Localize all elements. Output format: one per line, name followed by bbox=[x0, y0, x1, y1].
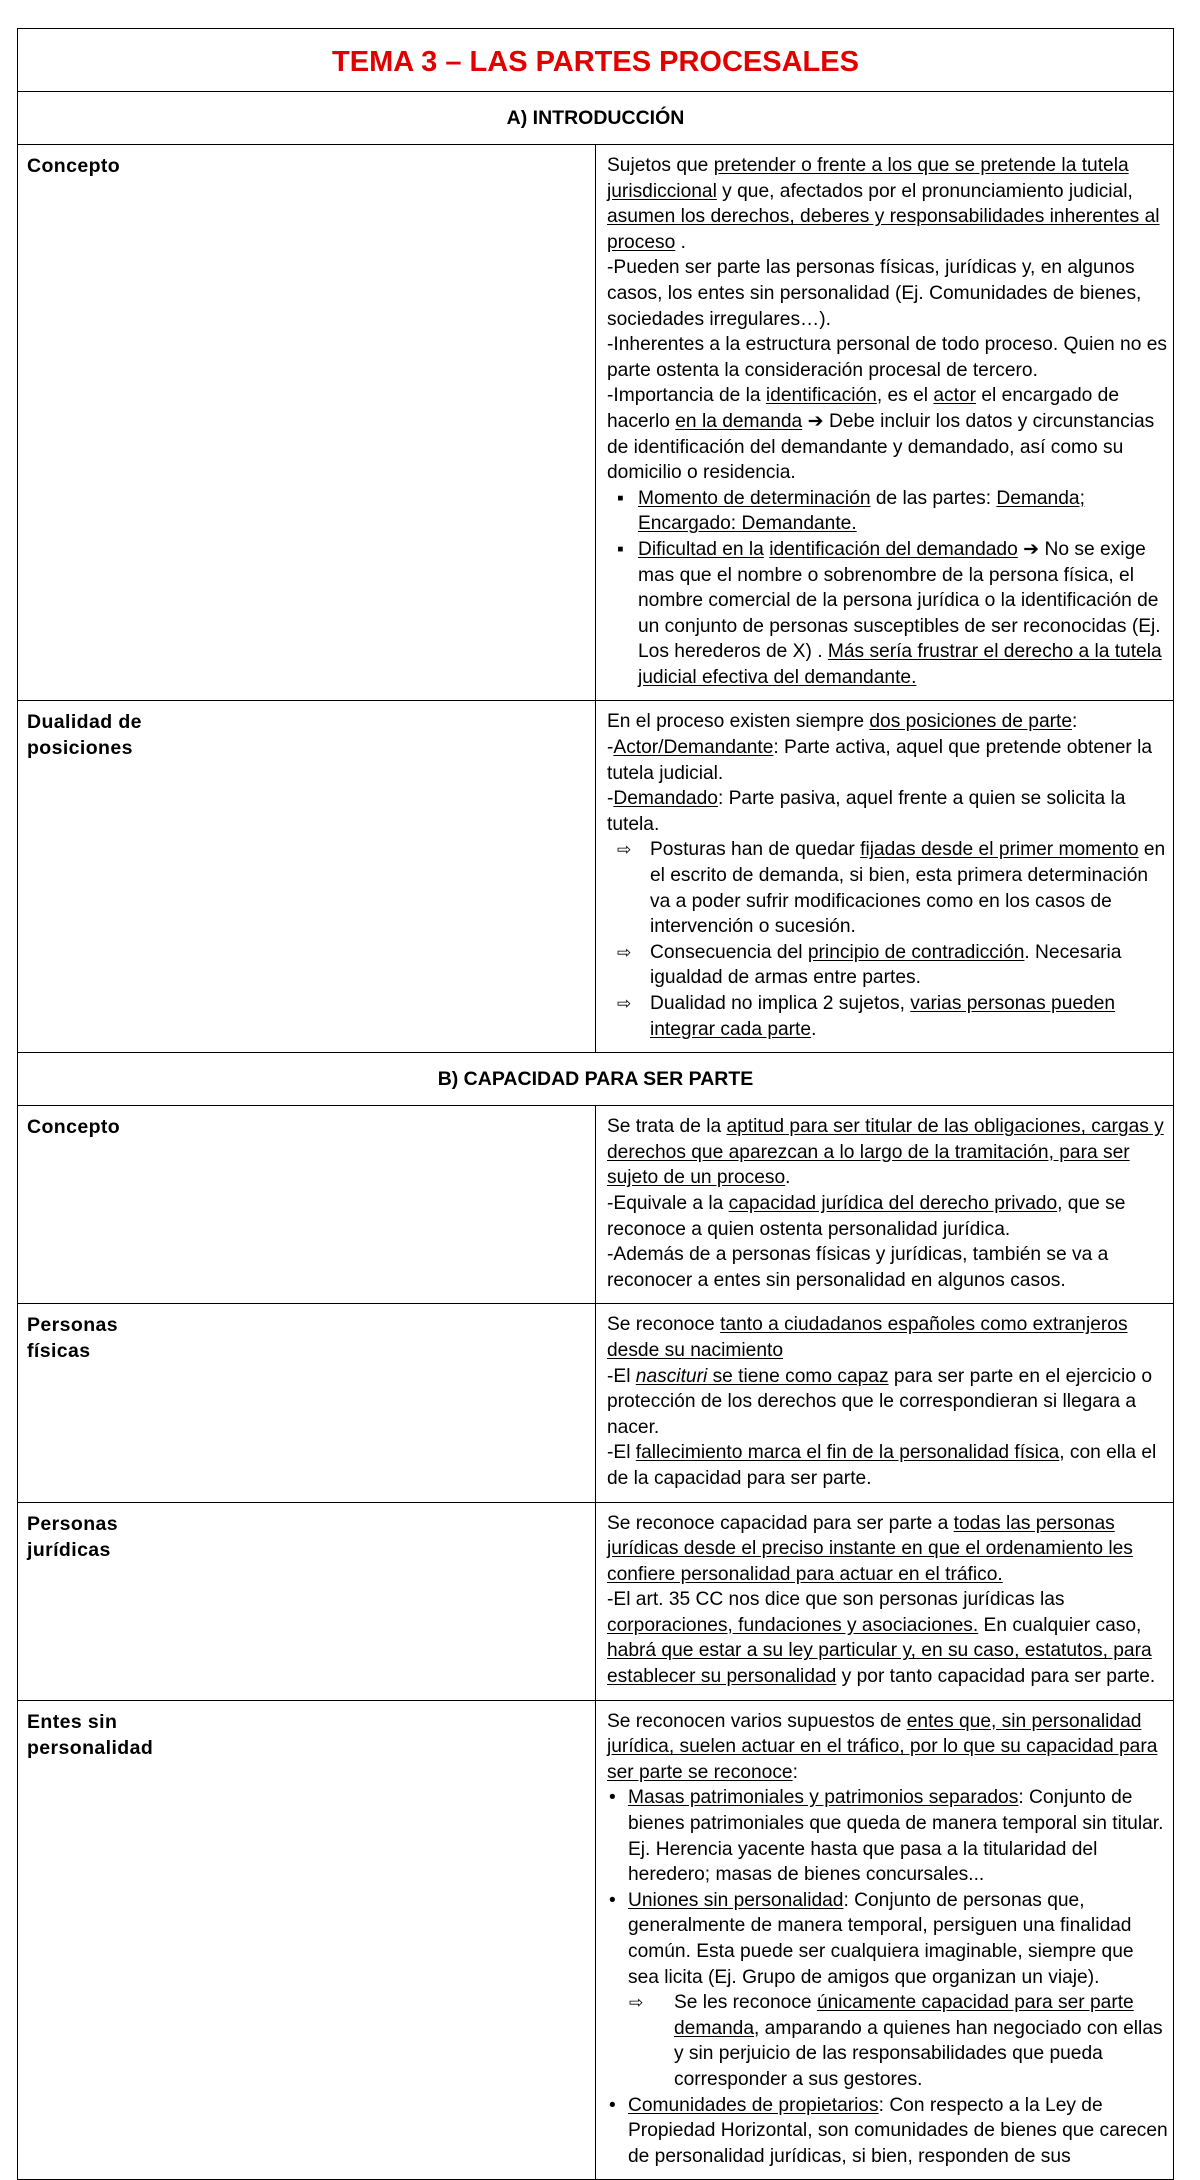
label-entes-sin-personalidad: Entes sin personalidad bbox=[18, 1700, 596, 2180]
paragraph: Se reconoce capacidad para ser parte a todas las personas jurídicas desde el preciso instante en que el ordenamiento les confiere personalidad para actuar en el tráfico. bbox=[607, 1512, 1133, 1585]
label-concepto-capacidad: Concepto bbox=[18, 1106, 596, 1304]
paragraph: -Demandado: Parte pasiva, aquel frente a quien se solicita la tutela. bbox=[607, 788, 1126, 835]
document-page bbox=[17, 28, 1173, 2180]
label-concepto-intro: Concepto bbox=[18, 145, 596, 701]
paragraph: -Inherentes a la estructura personal de todo proceso. Quien no es parte ostenta la consideración procesal de tercero. bbox=[607, 334, 1167, 381]
content-personas-fisicas bbox=[596, 1304, 1174, 1502]
row-concepto-intro bbox=[18, 145, 1174, 701]
content-dualidad bbox=[596, 701, 1174, 1053]
paragraph: -El art. 35 CC nos dice que son personas jurídicas las corporaciones, fundaciones y asociaciones. En cualquier caso, habrá que estar a su ley particular y, en su caso, estatutos, para establecer su personalidad y por tanto capacidad para ser parte. bbox=[607, 1589, 1156, 1688]
paragraph: Sujetos que pretender o frente a los que se pretende la tutela jurisdiccional y que, afectados por el pronunciamiento judicial, asumen los derechos, deberes y responsabilidades inherentes al proceso . bbox=[607, 155, 1160, 253]
section-a-title: A) INTRODUCCIÓN bbox=[506, 106, 685, 129]
arrow-right-icon: ⇨ bbox=[617, 840, 632, 860]
list-item: • Comunidades de propietarios: Con respecto a la Ley de Propiedad Horizontal, son comunidades de bienes que carecen de personalidad jurídicas, si bien, responden de sus bbox=[609, 2094, 1168, 2167]
list-item: ⇨ Posturas han de quedar fijadas desde el primer momento en el escrito de demanda, si bien, esta primera determinación va a poder sufrir modificaciones como en los casos de intervención o sucesión. bbox=[617, 839, 1166, 938]
content-personas-juridicas bbox=[596, 1502, 1174, 1700]
paragraph: Se trata de la aptitud para ser titular de las obligaciones, cargas y derechos que aparezcan a lo largo de la tramitación, para ser sujeto de un proceso. bbox=[607, 1116, 1164, 1189]
list-item: ⇨ Se les reconoce únicamente capacidad para ser parte demanda, amparando a quienes han negociado con ellas y sin perjuicio de las responsabilidades que pueda corresponder a sus gestores. bbox=[629, 1992, 1163, 2090]
arrow-right-icon: ⇨ bbox=[617, 942, 632, 962]
arrow-right-icon: ⇨ bbox=[617, 994, 632, 1013]
label-personas-fisicas: Personas físicas bbox=[18, 1304, 596, 1502]
title-cell bbox=[18, 29, 1174, 92]
list-item: ⇨ Dualidad no implica 2 sujetos, varias personas pueden integrar cada parte. bbox=[617, 993, 1116, 1040]
paragraph: Se reconoce tanto a ciudadanos españoles como extranjeros desde su nacimiento bbox=[607, 1314, 1128, 1361]
paragraph: -Importancia de la identificación, es el actor el encargado de hacerlo en la demanda ➔ Debe incluir los datos y circunstancias de identificación del demandante y demandado, así como su domicilio o residencia. bbox=[607, 385, 1155, 484]
label-personas-juridicas: Personas jurídicas bbox=[18, 1502, 596, 1700]
list-item: • Masas patrimoniales y patrimonios separados: Conjunto de bienes patrimoniales que queda de manera temporal sin titular. Ej. Herencia yacente hasta que pasa a la titularidad del heredero; masas de bienes concursales... bbox=[609, 1787, 1164, 1886]
paragraph: Se reconocen varios supuestos de entes que, sin personalidad jurídica, suelen actuar en el tráfico, por lo que su capacidad para ser parte se reconoce: bbox=[607, 1710, 1158, 1783]
list-item: ▪ Dificultad en la identificación del demandado ➔ No se exige mas que el nombre o sobrenombre de la persona física, el nombre comercial de la persona jurídica o la identificación de un conjunto de personas susceptibles de ser reconocidas (Ej. Los herederos de X) . Más sería frustrar el derecho a la tutela judicial efectiva del demandante. bbox=[617, 538, 1162, 688]
list-item: ▪ Momento de determinación de las partes: Demanda; Encargado: Demandante. bbox=[617, 487, 1085, 535]
content-entes-sin-personalidad bbox=[596, 1700, 1174, 2180]
bullet-icon: • bbox=[609, 2094, 616, 2116]
paragraph: -Además de a personas físicas y jurídicas, también se va a reconocer a entes sin personalidad en algunos casos. bbox=[607, 1244, 1109, 1291]
list-item: ⇨ Consecuencia del principio de contradicción. Necesaria igualdad de armas entre partes. bbox=[617, 941, 1122, 989]
row-dualidad bbox=[18, 701, 1174, 1053]
bullet-icon: • bbox=[609, 1889, 616, 1911]
arrow-right-icon: ➔ bbox=[807, 410, 824, 432]
square-bullet-icon: ▪ bbox=[617, 538, 624, 560]
paragraph: -Equivale a la capacidad jurídica del derecho privado, que se reconoce a quien ostenta personalidad jurídica. bbox=[607, 1192, 1126, 1240]
paragraph: -El fallecimiento marca el fin de la personalidad física, con ella el de la capacidad para ser parte. bbox=[607, 1442, 1157, 1489]
row-entes-sin-personalidad bbox=[18, 1700, 1174, 2180]
bullet-icon: • bbox=[609, 1787, 616, 1809]
section-b-header bbox=[18, 1053, 1174, 1106]
list-item: • Uniones sin personalidad: Conjunto de personas que, generalmente de manera temporal, persiguen una finalidad común. Esta puede ser cualquiera imaginable, siempre que sea licita (Ej. Grupo de amigos que organizan un viaje). bbox=[609, 1889, 1134, 1988]
paragraph: En el proceso existen siempre dos posiciones de parte: bbox=[607, 711, 1078, 733]
paragraph: -Pueden ser parte las personas físicas, jurídicas y, en algunos casos, los entes sin personalidad (Ej. Comunidades de bienes, sociedades irregulares…). bbox=[607, 257, 1142, 330]
paragraph: -Actor/Demandante: Parte activa, aquel que pretende obtener la tutela judicial. bbox=[607, 737, 1153, 784]
row-personas-juridicas bbox=[18, 1502, 1174, 1700]
content-concepto-intro bbox=[596, 145, 1174, 701]
square-bullet-icon: ▪ bbox=[617, 487, 624, 509]
notes-table bbox=[17, 28, 1174, 2180]
paragraph: -El nascituri se tiene como capaz para ser parte en el ejercicio o protección de los derechos que le correspondieran si llegara a nacer. bbox=[607, 1365, 1152, 1438]
row-personas-fisicas bbox=[18, 1304, 1174, 1502]
section-b-title: B) CAPACIDAD PARA SER PARTE bbox=[437, 1067, 754, 1090]
row-concepto-capacidad bbox=[18, 1106, 1174, 1304]
content-concepto-capacidad bbox=[596, 1106, 1174, 1304]
section-a-header bbox=[18, 92, 1174, 145]
arrow-right-icon: ➔ bbox=[1023, 538, 1040, 560]
page-title: TEMA 3 – LAS PARTES PROCESALES bbox=[332, 45, 859, 78]
label-dualidad: Dualidad de posiciones bbox=[18, 701, 596, 1053]
arrow-right-icon: ⇨ bbox=[629, 1993, 644, 2013]
